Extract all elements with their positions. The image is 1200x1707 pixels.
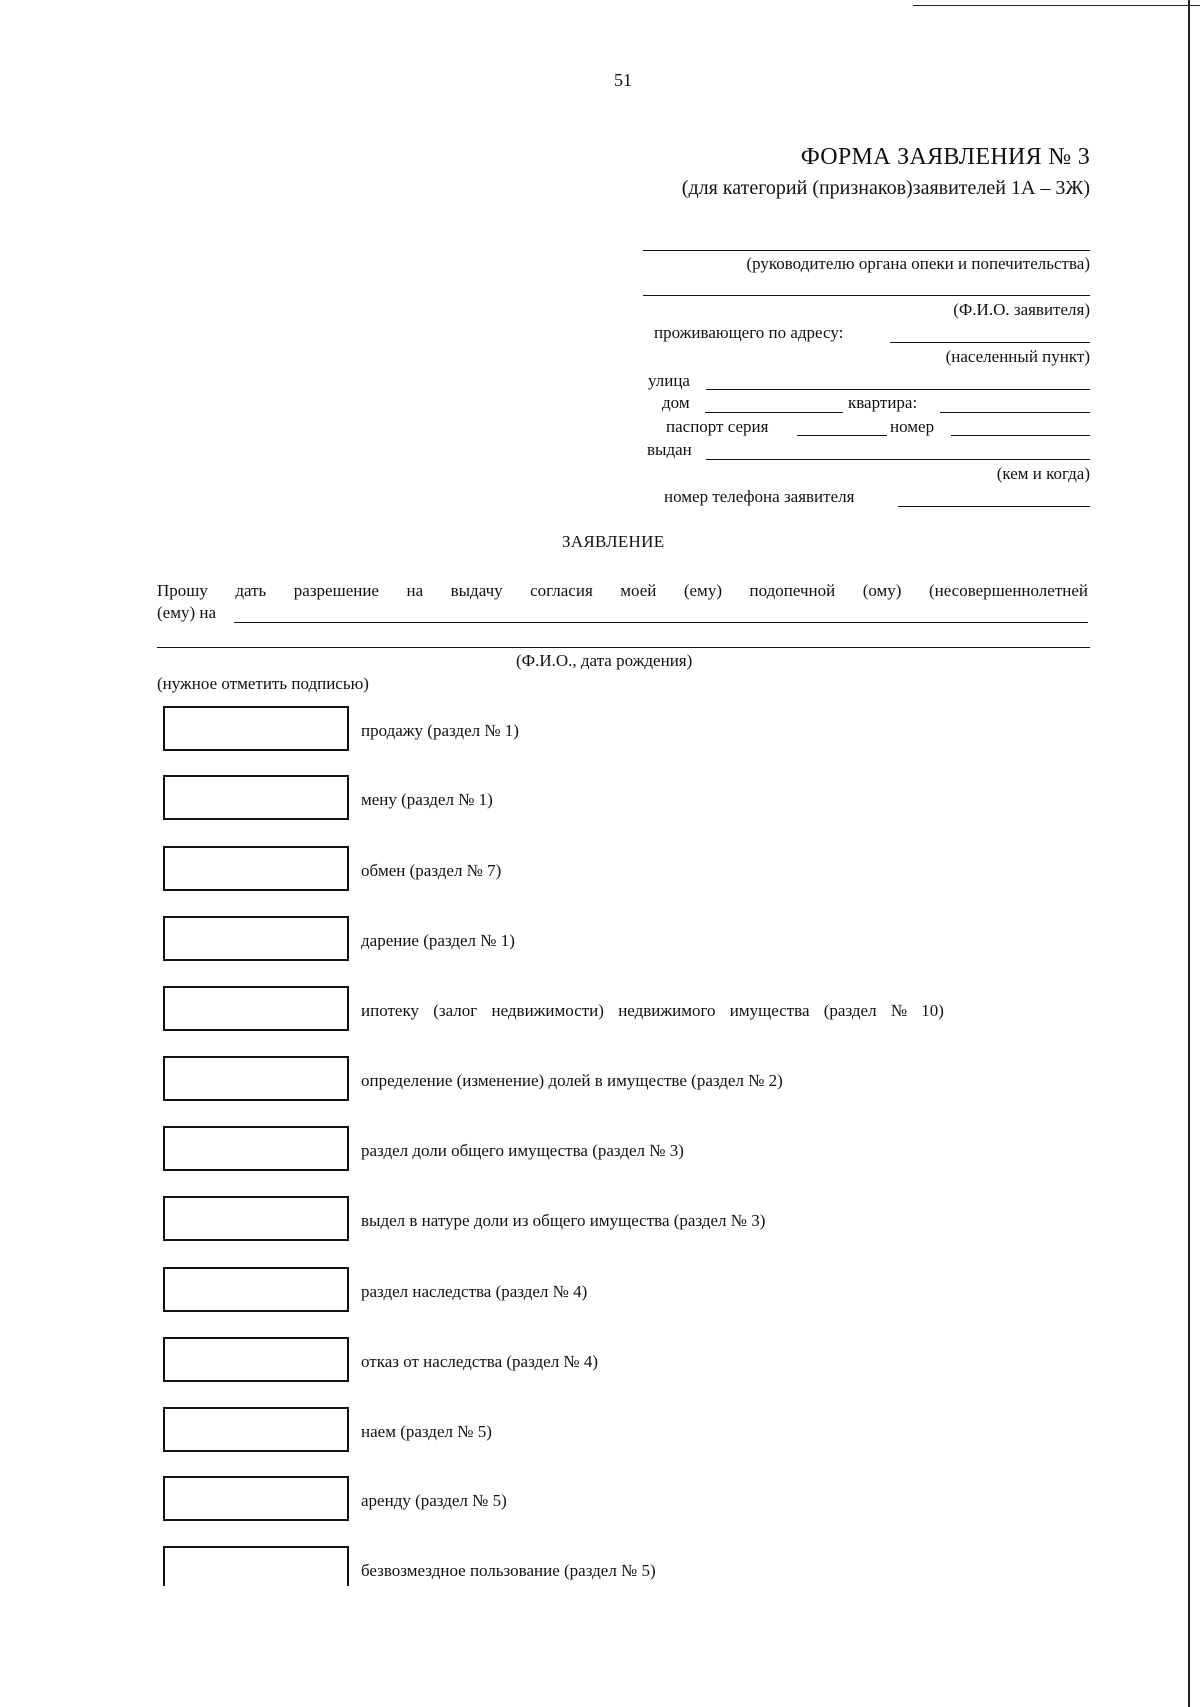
ward-caption: (Ф.И.О., дата рождения) [516,651,693,670]
option-checkbox[interactable] [163,1407,349,1452]
option-label: безвозмездное пользование (раздел № 5) [361,1561,656,1580]
option-label: раздел наследства (раздел № 4) [361,1282,588,1301]
issued-line [706,459,1090,460]
street-label: улица [648,371,690,390]
residing-line [890,342,1090,343]
phone-line [898,506,1090,507]
house-label: дом [662,393,690,412]
option-checkbox[interactable] [163,706,349,751]
apartment-line [940,412,1090,413]
form-subtitle: (для категорий (признаков)заявителей 1А – 3Ж) [681,177,1090,199]
option-checkbox[interactable] [163,1267,349,1312]
option-label: раздел доли общего имущества (раздел № 3) [361,1141,684,1160]
passport-number-line [951,435,1090,436]
option-label: ипотеку (залог недвижимости) недвижимого имущества (раздел № 10) [361,1001,944,1020]
residing-label: проживающего по адресу: [654,323,844,342]
option-checkbox[interactable] [163,846,349,891]
mark-instruction: (нужное отметить подписью) [157,674,369,693]
option-label: дарение (раздел № 1) [361,931,515,950]
option-checkbox[interactable] [163,1126,349,1171]
option-label: аренду (раздел № 5) [361,1491,507,1510]
apartment-label: квартира: [848,393,918,412]
passport-series-line [797,435,887,436]
scan-edge-top [913,5,1200,6]
option-label: мену (раздел № 1) [361,790,493,809]
option-checkbox[interactable] [163,1196,349,1241]
locality-caption: (населенный пункт) [945,347,1090,366]
applicant-name-caption: (Ф.И.О. заявителя) [953,300,1090,319]
option-label: продажу (раздел № 1) [361,721,519,740]
option-checkbox[interactable] [163,775,349,820]
issued-caption: (кем и когда) [996,464,1090,483]
option-checkbox[interactable] [163,1337,349,1382]
option-checkbox[interactable] [163,1476,349,1521]
option-checkbox[interactable] [163,1546,349,1586]
ward-line-1 [234,622,1088,623]
street-line [706,389,1090,390]
form-title: ФОРМА ЗАЯВЛЕНИЯ № 3 [800,144,1090,170]
issued-label: выдан [647,440,692,459]
option-label: выдел в натуре доли из общего имущества (раздел № 3) [361,1211,766,1230]
option-label: отказ от наследства (раздел № 4) [361,1352,599,1371]
passport-number-label: номер [890,417,935,436]
option-label: обмен (раздел № 7) [361,861,502,880]
option-checkbox[interactable] [163,916,349,961]
recipient-line [643,250,1090,251]
request-line-1: Прошу дать разрешение на выдачу согласия моей (ему) подопечной (ому) (несовершеннолетней [157,581,1088,600]
house-line [705,412,843,413]
applicant-name-line [643,295,1090,296]
scan-edge-right [1188,0,1190,1707]
option-label: определение (изменение) долей в имуществе (раздел № 2) [361,1071,783,1090]
request-line-2-prefix: (ему) на [157,603,217,622]
option-checkbox[interactable] [163,1056,349,1101]
ward-line-2 [157,647,1090,648]
phone-label: номер телефона заявителя [664,487,855,506]
option-label: наем (раздел № 5) [361,1422,492,1441]
passport-series-label: паспорт серия [666,417,769,436]
statement-title: ЗАЯВЛЕНИЕ [562,532,665,551]
recipient-caption: (руководителю органа опеки и попечительства) [746,254,1090,273]
page-number: 51 [614,70,632,90]
option-checkbox[interactable] [163,986,349,1031]
